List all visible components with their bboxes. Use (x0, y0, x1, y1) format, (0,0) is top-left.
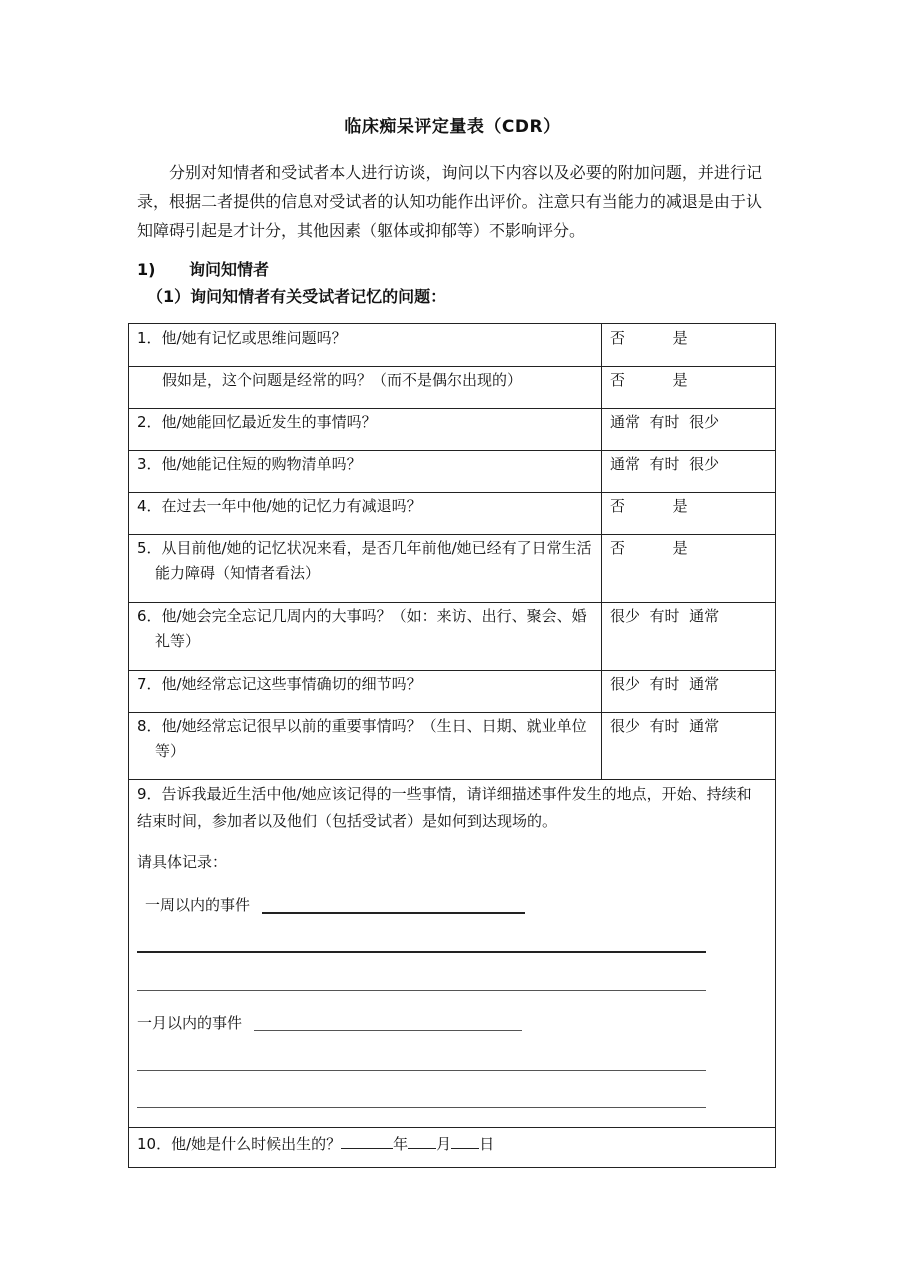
birth-year-blank[interactable] (341, 1132, 393, 1149)
week-events-input-line[interactable] (262, 912, 525, 914)
table-row (129, 670, 775, 713)
question-text-line: 6．他/她会完全忘记几周内的大事吗？（如：来访、出行、聚会、婚礼等） (137, 607, 587, 650)
birth-month-blank[interactable] (408, 1132, 436, 1149)
instructions-paragraph: 分别对知情者和受试者本人进行访谈，询问以下内容以及必要的附加问题，并进行记录，根据二者提供的信息对受试者的认知功能作出评价。注意只有当能力的减退是由于认知障碍引起是才计分，其他因素（躯体或抑郁等）不影响评分。 (137, 163, 762, 240)
memory-questions-table (128, 323, 776, 1168)
answer-options[interactable]: 通常 有时 很少 (610, 413, 720, 431)
section-label: 询问知情者 (189, 260, 270, 279)
month-events-input-line[interactable] (137, 1070, 706, 1071)
question-text-line: 8．他/她经常忘记很早以前的重要事情吗？（生日、日期、就业单位等） (137, 717, 587, 760)
question-text: 1．他/她有记忆或思维问题吗？ (129, 324, 602, 366)
question-text: 3．他/她能记住短的购物清单吗？ (129, 450, 602, 492)
question-text (129, 712, 602, 779)
table-row (129, 492, 775, 535)
form-title: 临床痴呆评定量表（CDR） (344, 117, 561, 137)
week-events-input-line[interactable] (137, 990, 706, 991)
month-label: 月 (436, 1135, 452, 1153)
table-row (129, 712, 775, 780)
question-text (129, 534, 602, 602)
table-row (129, 408, 775, 451)
answer-options[interactable]: 很少 有时 通常 (610, 717, 720, 735)
question-9-text: 9．告诉我最近生活中他/她应该记得的一些事情，请详细描述事件发生的地点，开始、持续和结束时间，参加者以及他们（包括受试者）是如何到达现场的。 (137, 785, 752, 830)
recent-events-section (129, 779, 775, 1128)
question-10-row (137, 1132, 494, 1154)
subsection-heading-memory: （1）询问知情者有关受试者记忆的问题： (147, 287, 447, 306)
year-label: 年 (393, 1135, 409, 1153)
question-text: 7．他/她经常忘记这些事情确切的细节吗？ (129, 670, 602, 712)
day-label: 日 (479, 1135, 495, 1153)
record-label: 请具体记录： (137, 853, 228, 871)
answer-options[interactable]: 否 是 (610, 497, 688, 515)
answer-options[interactable]: 很少 有时 通常 (610, 675, 720, 693)
question-text (129, 602, 602, 670)
answer-options[interactable]: 否 是 (610, 329, 688, 347)
answer-options[interactable]: 通常 有时 很少 (610, 455, 720, 473)
answer-options[interactable]: 很少 有时 通常 (610, 607, 720, 625)
week-events-input-line[interactable] (137, 951, 706, 953)
section-heading-informant (137, 257, 269, 280)
week-events-label: 一周以内的事件 (145, 896, 251, 914)
table-row (129, 324, 775, 367)
table-row (129, 366, 775, 409)
month-events-input-line[interactable] (254, 1030, 522, 1031)
question-text: 假如是，这个问题是经常的吗？（而不是偶尔出现的） (129, 366, 602, 408)
birth-day-blank[interactable] (451, 1132, 479, 1149)
question-text-line: 5．从目前他/她的记忆状况来看，是否几年前他/她已经有了日常生活能力障碍（知情者看法） (137, 539, 592, 582)
question-10-text: 10．他/她是什么时候出生的？ (137, 1135, 342, 1153)
question-text: 4．在过去一年中他/她的记忆力有减退吗？ (129, 492, 602, 534)
section-number: 1) (137, 260, 156, 279)
table-row (129, 602, 775, 671)
month-events-label: 一月以内的事件 (137, 1014, 243, 1032)
answer-options[interactable]: 否 是 (610, 371, 688, 389)
table-row (129, 534, 775, 603)
table-row (129, 450, 775, 493)
month-events-input-line[interactable] (137, 1107, 706, 1108)
question-text: 2．他/她能回忆最近发生的事情吗？ (129, 408, 602, 450)
answer-options[interactable]: 否 是 (610, 539, 688, 557)
